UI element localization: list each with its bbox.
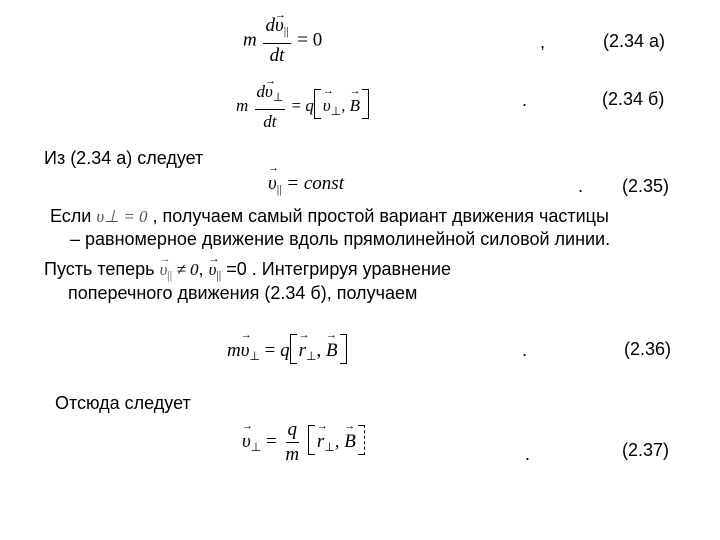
equation-2-34a-label: (2.34 а) xyxy=(603,31,666,51)
equation-2-35-label: (2.35) xyxy=(622,176,670,196)
equation-2-36: $m\to \upsilon_\perp = q\to r_\perp$, → B xyxy=(227,334,347,364)
equation-2-37-punct: . xyxy=(525,444,531,464)
inline-math-neq-zero: ≠ 0 xyxy=(176,260,199,279)
paragraph-let: Пусть теперь → $\upsilon_{||} \ne 0$, → $\upsilon_{||} =0$ . Интегрируя уравнение xyxy=(44,258,451,286)
equation-2-35: → $\upsilon_{||}$ = const xyxy=(268,173,344,197)
equation-2-34a: m $\frac{d\to \upsilon_{||}}{dt}$ = 0 xyxy=(243,14,322,68)
equation-2-34b-punct: . xyxy=(522,90,528,110)
paragraph-let-line2: поперечного движения (2.34 б), получаем xyxy=(68,283,418,303)
inline-math-v-par: → $\upsilon_{||}$ xyxy=(160,260,177,279)
equation-2-37: → $\upsilon_\perp$ = $\frac{q}{m}$ → $r_\perp$, → B xyxy=(242,418,365,467)
equation-2-34b-label: (2.34 б) xyxy=(602,89,665,109)
paragraph-hence: Отсюда следует xyxy=(55,393,191,413)
equation-2-35-punct: . xyxy=(578,176,584,196)
paragraph-if-rest: , получаем самый простой вариант движения частицы xyxy=(152,206,609,226)
equation-2-36-label: (2.36) xyxy=(624,339,672,359)
paragraph-if xyxy=(50,205,609,228)
equation-2-34a-punct: , xyxy=(540,32,546,52)
paragraph-follows: Из (2.34 а) следует xyxy=(44,148,204,168)
paragraph-let-rest: . Интегрируя уравнение xyxy=(251,259,452,279)
inline-math-v-par-2: → $\upsilon_{||}$ xyxy=(209,260,222,279)
equation-2-36-punct: . xyxy=(522,340,528,360)
inline-math-v-perp-zero: υ⊥ = 0 xyxy=(96,207,148,226)
paragraph-if-line2: – равномерное движение вдоль прямолинейной силовой линии. xyxy=(70,229,611,249)
equation-2-34b: m $\frac{d\to \upsilon_\perp}{dt}$ = $q\to \upsilon_\perp$, → B xyxy=(236,80,369,134)
inline-eq-zero: =0 xyxy=(226,259,247,279)
equation-2-37-label: (2.37) xyxy=(622,440,670,460)
paragraph-if-lead: Если xyxy=(50,206,92,226)
paragraph-let-lead: Пусть теперь xyxy=(44,259,155,279)
